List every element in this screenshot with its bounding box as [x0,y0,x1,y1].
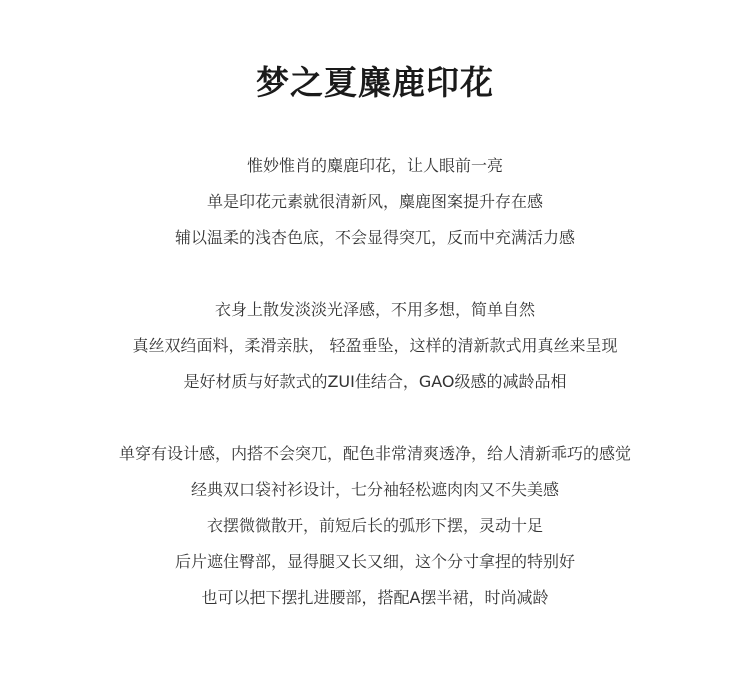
description-line: 衣身上散发淡淡光泽感，不用多想，简单自然 [214,300,535,319]
description-line: 惟妙惟肖的麋鹿印花，让人眼前一亮 [246,156,503,175]
description-line: 单穿有设计感，内搭不会突兀，配色非常清爽透净，给人清新乖巧的感觉 [118,444,631,463]
description-line: 辅以温柔的浅杏色底，不会显得突兀，反而中充满活力感 [174,228,575,247]
description-line: 真丝双绉面料，柔滑亲肤， 轻盈垂坠，这样的清新款式用真丝来呈现 [132,336,618,355]
description-line: 后片遮住臀部，显得腿又长又细，这个分寸拿捏的特别好 [174,552,575,571]
page-title: 梦之夏麋鹿印花 [256,63,494,102]
description-line: 单是印花元素就很清新风，麋鹿图案提升存在感 [206,192,543,211]
description-line: 衣摆微微散开，前短后长的弧形下摆，灵动十足 [206,516,543,535]
description-line: 经典双口袋衬衫设计，七分袖轻松遮肉肉又不失美感 [190,480,559,499]
description-line: 也可以把下摆扎进腰部，搭配A摆半裙，时尚减龄 [201,588,549,607]
description-line: 是好材质与好款式的ZUI佳结合，GAO级感的减龄品相 [183,372,567,391]
